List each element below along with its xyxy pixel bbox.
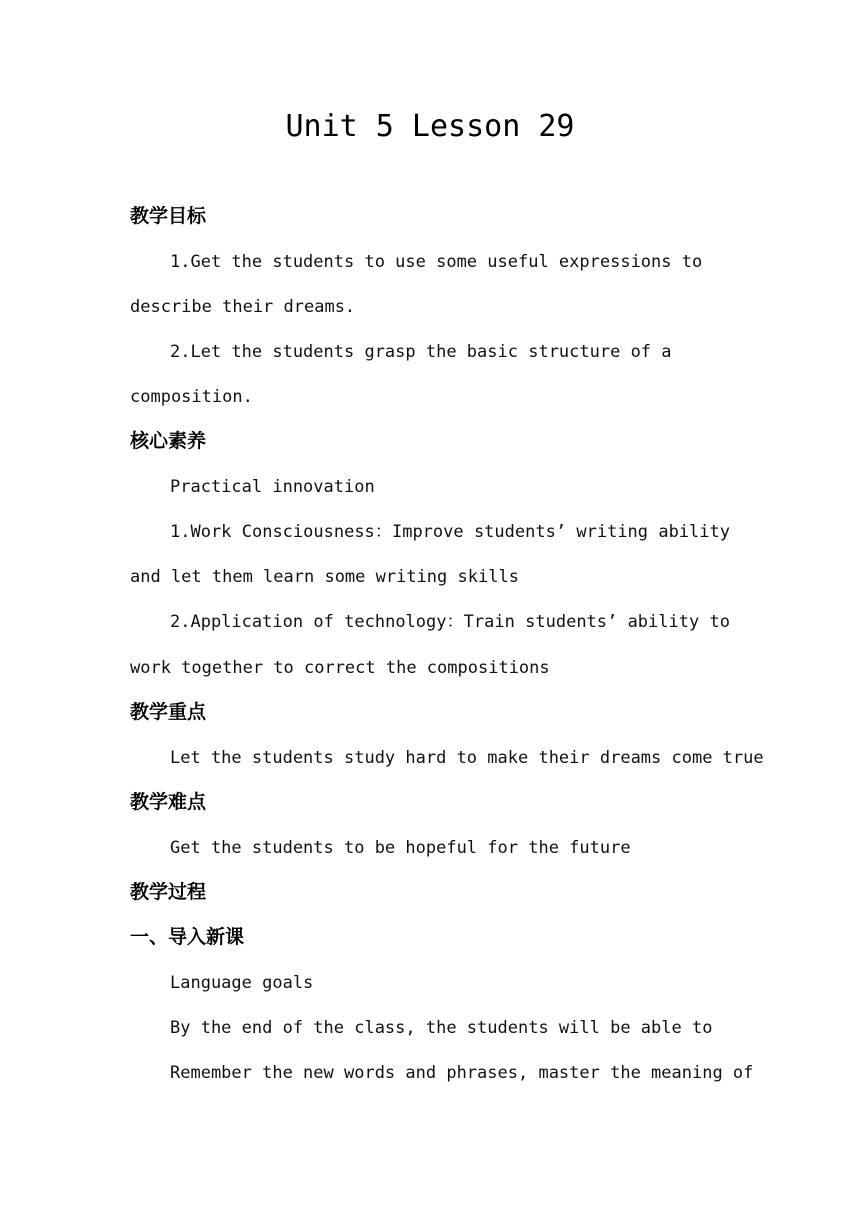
language-goals-label: Language goals — [170, 973, 314, 993]
objective-2-line-1: 2.Let the students grasp the basic structure of a — [170, 342, 672, 362]
objective-1-line-2: describe their dreams. — [130, 297, 356, 317]
literacy-2-line-2: work together to correct the compositions — [130, 658, 550, 678]
heading-key-points: 教学重点 — [130, 701, 207, 723]
literacy-intro: Practical innovation — [170, 477, 375, 497]
literacy-1-line-2: and let them learn some writing skills — [130, 567, 519, 587]
language-goals-line-2: Remember the new words and phrases, master the meaning of — [170, 1063, 754, 1083]
literacy-2-line-1: 2.Application of technology：Train students’ ability to — [170, 612, 730, 632]
heading-teaching-process: 教学过程 — [130, 881, 207, 903]
document-title: Unit 5 Lesson 29 — [285, 109, 575, 144]
heading-difficulties: 教学难点 — [130, 791, 207, 813]
literacy-1-line-1: 1.Work Consciousness：Improve students’ writing ability — [170, 522, 730, 542]
heading-core-literacy: 核心素养 — [130, 430, 207, 452]
heading-step-1-introduction: 一、导入新课 — [130, 926, 245, 948]
objective-2-line-2: composition. — [130, 387, 253, 407]
language-goals-line-1: By the end of the class, the students will be able to — [170, 1018, 713, 1038]
key-points-text: Let the students study hard to make their dreams come true — [170, 748, 764, 768]
difficulties-text: Get the students to be hopeful for the future — [170, 838, 631, 858]
heading-teaching-objectives: 教学目标 — [130, 205, 207, 227]
objective-1-line-1: 1.Get the students to use some useful expressions to — [170, 252, 703, 272]
